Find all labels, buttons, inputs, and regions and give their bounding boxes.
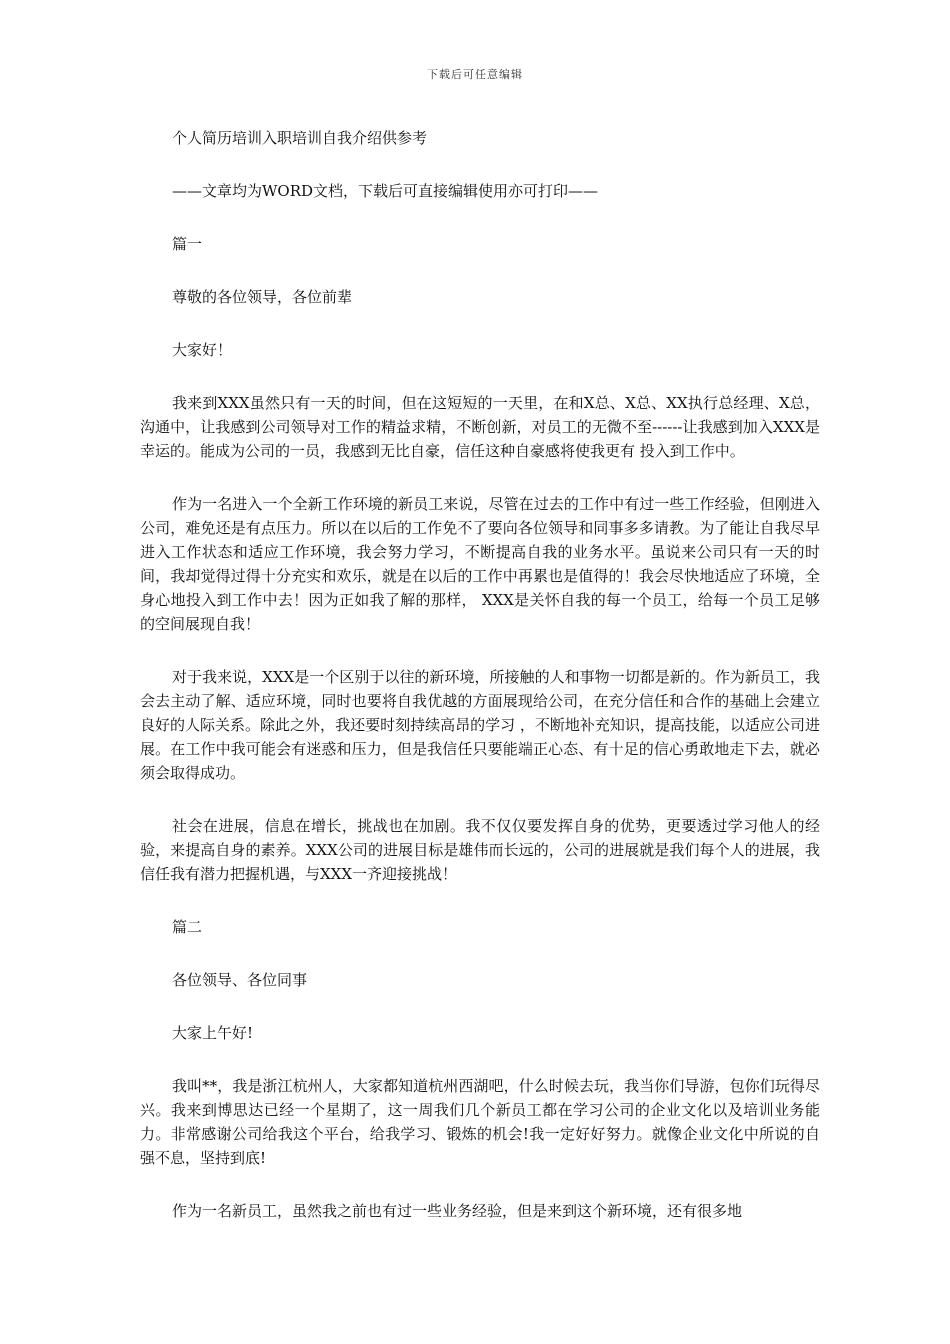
paragraph: 我来到XXX虽然只有一天的时间，但在这短短的一天里，在和X总、X总、XX执行总经理、X总，沟通中，让我感到公司领导对工作的精益求精，不断创新，对员工的无微不至------让我感到加入XXX是幸运的。能成为公司的一员，我感到无比自豪，信任这种自豪感将使我更有 投入到工作中。 bbox=[140, 394, 820, 460]
section-heading-2: 篇二 bbox=[172, 918, 203, 936]
paragraph: 对于我来说，XXX是一个区别于以往的新环境，所接触的人和事物一切都是新的。作为新员工，我会去主动了解、适应环境，同时也要将自我优越的方面展现给公司，在充分信任和合作的基础上会建立良好的人际关系。除此之外，我还要时刻持续高昂的学习 ，不断地补充知识，提高技能，以适应公司进展。在工作中我可能会有迷惑和压力，但是我信任只要能端正心态、有十足的信心勇敢地走下去，就必须会取得成功。 bbox=[140, 668, 820, 782]
document-subtitle: ——文章均为WORD文档，下载后可直接编辑使用亦可打印—— bbox=[172, 182, 599, 200]
greeting-1: 大家好！ bbox=[172, 341, 233, 359]
paragraph: 我叫**，我是浙江杭州人，大家都知道杭州西湖吧，什么时候去玩，我当你们导游，包你们玩得尽兴。我来到博思达已经一个星期了，这一周我们几个新员工都在学习公司的企业文化以及培训业务能力。非常感谢公司给我这个平台，给我学习、锻炼的机会!我一定好好努力。就像企业文化中所说的自强不息，坚持到底! bbox=[140, 1077, 820, 1167]
document-body bbox=[140, 126, 820, 1252]
document-title: 个人简历培训入职培训自我介绍供参考 bbox=[172, 129, 428, 147]
greeting-2: 大家上午好! bbox=[172, 1024, 254, 1042]
salutation-2: 各位领导、各位同事 bbox=[172, 971, 308, 989]
page-header: 下载后可任意编辑 bbox=[427, 68, 523, 81]
paragraph: 作为一名进入一个全新工作环境的新员工来说，尽管在过去的工作中有过一些工作经验，但刚进入公司，难免还是有点压力。所以在以后的工作免不了要向各位领导和同事多多请教。为了能让自我尽早进入工作状态和适应工作环境，我会努力学习，不断提高自我的业务水平。虽说来公司只有一天的时间，我却觉得过得十分充实和欢乐，就是在以后的工作中再累也是值得的！我会尽快地适应了环境，全身心地投入到工作中去！因为正如我了解的那样， XXX是关怀自我的每一个员工，给每一个员工足够的空间展现自我！ bbox=[140, 495, 820, 633]
salutation-1: 尊敬的各位领导，各位前辈 bbox=[172, 288, 353, 306]
section-heading-1: 篇一 bbox=[172, 235, 203, 253]
paragraph: 作为一名新员工，虽然我之前也有过一些业务经验，但是来到这个新环境，还有很多地 bbox=[172, 1202, 743, 1220]
paragraph: 社会在进展，信息在增长，挑战也在加剧。我不仅仅要发挥自身的优势，更要透过学习他人的经验，来提高自身的素养。XXX公司的进展目标是雄伟而长远的，公司的进展就是我们每个人的进展，我信任我有潜力把握机遇，与XXX一齐迎接挑战！ bbox=[140, 817, 820, 883]
